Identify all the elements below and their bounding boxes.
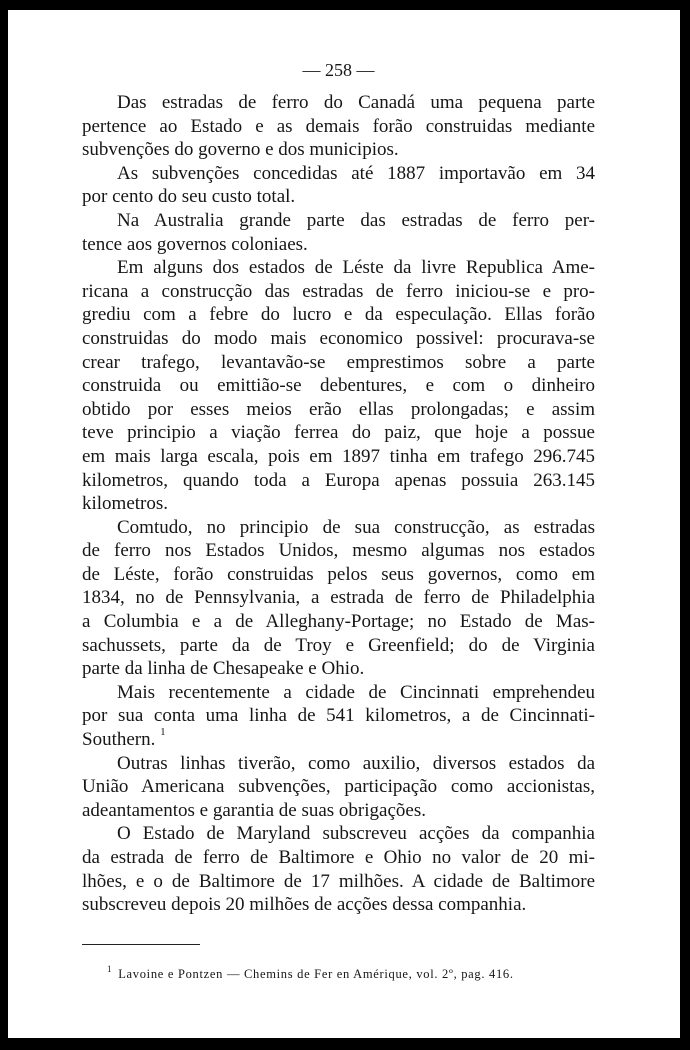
footnote-marker: 1 [107, 964, 113, 974]
text-line: Comtudo, no principio de sua construcção, as estradas [117, 516, 595, 538]
body-text [82, 91, 595, 917]
text-line: 1834, no de Pennsylvania, a estrada de ferro de Philadelphia [82, 587, 595, 609]
text-line: tence aos governos coloniaes. [82, 233, 308, 255]
text-line: As subvenções concedidas até 1887 importavão em 34 [117, 162, 595, 184]
paragraph [82, 91, 595, 162]
text-line-content: Southern. [82, 729, 156, 751]
text-line [82, 728, 595, 752]
text-line: União Americana subvenções, participação como accionistas, [82, 776, 595, 798]
text-line: por sua conta uma linha de 541 kilometros, a de Cincinnati- [82, 705, 595, 727]
paragraph [82, 256, 595, 516]
text-line: construida ou emittião-se debentures, e com o dinheiro [82, 375, 595, 397]
text-line: O Estado de Maryland subscreveu acções da companhia [117, 823, 595, 845]
text-line: Em alguns dos estados de Léste da livre Republica Ame- [117, 257, 595, 279]
text-line: ricana a construcção das estradas de ferro iniciou-se e pro- [82, 280, 595, 302]
text-line: sachussets, parte da de Troy e Greenfield; do de Virginia [82, 634, 595, 656]
paragraph [82, 681, 595, 752]
text-line: grediu com a febre do lucro e da especulação. Ellas forão [82, 304, 595, 326]
text-line: Mais recentemente a cidade de Cincinnati emprehendeu [117, 681, 595, 703]
paragraph [82, 516, 595, 681]
text-line: kilometros. [82, 493, 169, 515]
paragraph [82, 822, 595, 916]
text-line: de ferro nos Estados Unidos, mesmo algumas nos estados [82, 540, 595, 562]
text-line: obtido por esses meios erão ellas prolongadas; e assim [82, 398, 595, 420]
footnote-reference: 1 [160, 726, 166, 739]
text-line: de Léste, forão construidas pelos seus governos, como em [82, 563, 595, 585]
paragraph [82, 162, 595, 209]
text-line: Outras linhas tiverão, como auxilio, diversos estados da [117, 752, 595, 774]
text-line: teve principio a viação ferrea do paiz, que hoje a possue [82, 422, 595, 444]
text-line: adeantamentos e garantia de suas obrigações. [82, 799, 426, 821]
text-line: construidas do modo mais economico possivel: procurava-se [82, 327, 595, 349]
paragraph [82, 752, 595, 823]
footnote-text: Lavoine e Pontzen — Chemins de Fer en Amérique, vol. 2º, pag. 416. [118, 967, 514, 981]
text-line: da estrada de ferro de Baltimore e Ohio no valor de 20 mi- [82, 847, 595, 868]
paragraph [82, 209, 595, 256]
text-line: pertence ao Estado e as demais forão construidas mediante [82, 115, 595, 137]
text-line: lhões, e o de Baltimore de 17 milhões. A cidade de Baltimore [82, 870, 595, 892]
text-line: Na Australia grande parte das estradas de ferro per- [117, 209, 595, 231]
text-line: subvenções do governo e dos municipios. [82, 139, 399, 161]
footnote [107, 965, 514, 983]
text-line: crear trafego, levantavão-se emprestimos sobre a parte [82, 351, 595, 373]
footnote-rule [82, 944, 200, 945]
text-line: parte da linha de Chesapeake e Ohio. [82, 658, 365, 680]
text-line: a Columbia e a de Alleghany-Portage; no Estado de Mas- [82, 611, 595, 633]
page-number: — 258 — [302, 60, 375, 80]
text-line: em mais larga escala, pois em 1897 tinha em trafego 296.745 [82, 445, 595, 467]
text-line: por cento do seu custo total. [82, 186, 296, 208]
text-line: Das estradas de ferro do Canadá uma pequena parte [117, 92, 595, 113]
text-line: kilometros, quando toda a Europa apenas possuia 263.145 [82, 469, 595, 491]
text-line: subscreveu depois 20 milhões de acções dessa companhia. [82, 894, 527, 916]
